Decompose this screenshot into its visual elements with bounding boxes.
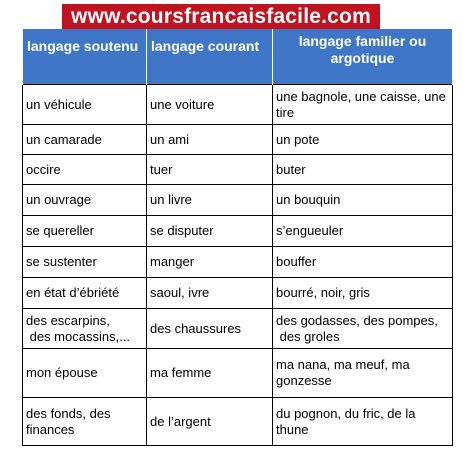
- cell-soutenu: un véhicule: [23, 85, 147, 125]
- table-row: [23, 309, 453, 349]
- table-row: [23, 125, 453, 155]
- table-row: [23, 85, 453, 125]
- cell-soutenu: des fonds, des finances: [23, 398, 147, 446]
- table-row: [23, 216, 453, 247]
- cell-familier: bouffer: [273, 247, 453, 278]
- table-row: [23, 155, 453, 185]
- cell-courant: de l’argent: [147, 398, 273, 446]
- header-row: [23, 29, 453, 85]
- site-banner: www.coursfrancaisfacile.com: [62, 4, 380, 29]
- cell-familier: une bagnole, une caisse, une tire: [273, 85, 453, 125]
- table-row: [23, 247, 453, 278]
- cell-courant: tuer: [147, 155, 273, 185]
- cell-courant: ma femme: [147, 349, 273, 398]
- cell-line: des mocassins,...: [26, 328, 131, 344]
- cell-line: des escarpins,: [26, 312, 110, 328]
- cell-courant: un ami: [147, 125, 273, 155]
- cell-courant: manger: [147, 247, 273, 278]
- cell-courant: se disputer: [147, 216, 273, 247]
- table-row: [23, 185, 453, 216]
- cell-familier: s’engueuler: [273, 216, 453, 247]
- cell-line: des groles: [276, 328, 340, 344]
- header-langage-soutenu: langage soutenu: [23, 29, 147, 85]
- cell-soutenu: [23, 309, 147, 349]
- table-row: [23, 349, 453, 398]
- table-row: [23, 398, 453, 446]
- cell-courant: une voiture: [147, 85, 273, 125]
- cell-familier: buter: [273, 155, 453, 185]
- header-langage-familier: langage familier ou argotique: [273, 29, 453, 85]
- cell-familier: un bouquin: [273, 185, 453, 216]
- cell-courant: des chaussures: [147, 309, 273, 349]
- cell-soutenu: un camarade: [23, 125, 147, 155]
- vocabulary-table: [22, 29, 453, 446]
- cell-line: des godasses, des pompes,: [276, 312, 438, 328]
- cell-soutenu: un ouvrage: [23, 185, 147, 216]
- cell-familier: du pognon, du fric, de la thune: [273, 398, 453, 446]
- cell-familier: ma nana, ma meuf, ma gonzesse: [273, 349, 453, 398]
- cell-soutenu: se quereller: [23, 216, 147, 247]
- cell-familier: bourré, noir, gris: [273, 278, 453, 309]
- cell-soutenu: mon épouse: [23, 349, 147, 398]
- cell-familier: [273, 309, 453, 349]
- cell-soutenu: se sustenter: [23, 247, 147, 278]
- table-row: [23, 278, 453, 309]
- cell-soutenu: occire: [23, 155, 147, 185]
- cell-soutenu: en état d’ébriété: [23, 278, 147, 309]
- cell-courant: un livre: [147, 185, 273, 216]
- cell-familier: un pote: [273, 125, 453, 155]
- cell-courant: saoul, ivre: [147, 278, 273, 309]
- header-langage-courant: langage courant: [147, 29, 273, 85]
